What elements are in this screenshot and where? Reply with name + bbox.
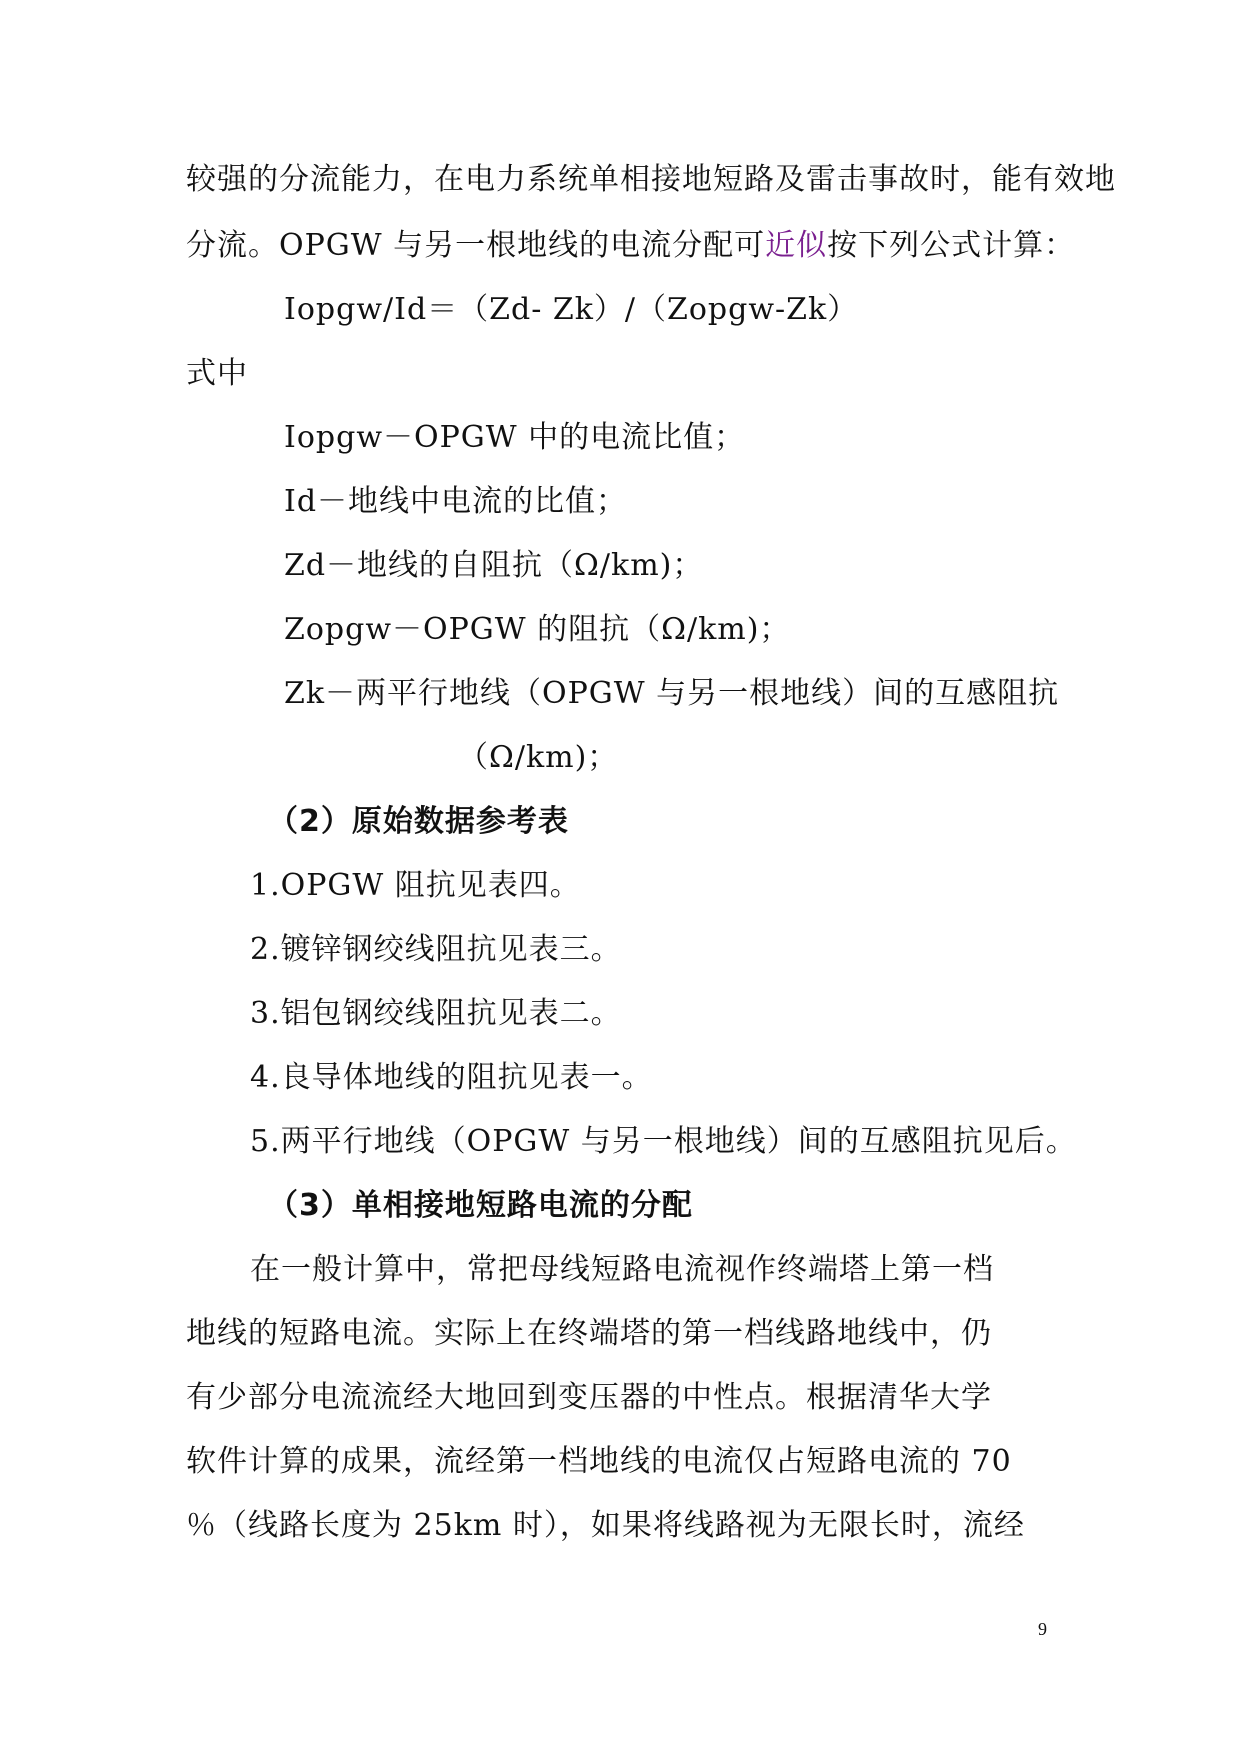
definition-zopgw: Zopgw－OPGW 的阻抗（Ω/km)； <box>284 612 791 647</box>
section-3-line-2: 地线的短路电流。实际上在终端塔的第一档线路地线中，仍 <box>186 1316 992 1351</box>
paragraph-line-1: 较强的分流能力，在电力系统单相接地短路及雷击事故时，能有效地 <box>186 162 1116 197</box>
section-3-heading: （3）单相接地短路电流的分配 <box>268 1188 693 1223</box>
reference-item-3: 3.铝包钢绞线阻抗见表二。 <box>250 996 622 1031</box>
section-3-line-4: 软件计算的成果，流经第一档地线的电流仅占短路电流的 70 <box>186 1444 1012 1479</box>
definition-zk-unit: （Ω/km)； <box>458 740 619 775</box>
section-3-line-3: 有少部分电流流经大地回到变压器的中性点。根据清华大学 <box>186 1380 992 1415</box>
section-2-heading: （2）原始数据参考表 <box>268 804 569 839</box>
definition-id: Id－地线中电流的比值； <box>284 484 628 519</box>
reference-item-1: 1.OPGW 阻抗见表四。 <box>250 868 581 903</box>
page-number: 9 <box>1038 1619 1047 1639</box>
definition-zk: Zk－两平行地线（OPGW 与另一根地线）间的互感阻抗 <box>284 676 1060 711</box>
definition-zd: Zd－地线的自阻抗（Ω/km)； <box>284 548 704 583</box>
reference-item-4: 4.良导体地线的阻抗见表一。 <box>250 1060 653 1095</box>
paragraph-line-2-end: 按下列公式计算： <box>827 228 1076 263</box>
formula: Iopgw/Id＝（Zd- Zk）/（Zopgw-Zk） <box>284 292 859 327</box>
where-label: 式中 <box>186 356 248 391</box>
section-3-line-1: 在一般计算中，常把母线短路电流视作终端塔上第一档 <box>250 1252 994 1287</box>
paragraph-line-2-start: 分流。OPGW 与另一根地线的电流分配可 <box>186 228 766 263</box>
highlighted-word: 近似 <box>765 228 828 263</box>
reference-item-2: 2.镀锌钢绞线阻抗见表三。 <box>250 932 622 967</box>
paragraph-line-2 <box>186 226 1075 266</box>
definition-iopgw: Iopgw－OPGW 中的电流比值； <box>284 420 746 455</box>
reference-item-5: 5.两平行地线（OPGW 与另一根地线）间的互感阻抗见后。 <box>250 1124 1077 1159</box>
section-3-line-5: ％（线路长度为 25km 时），如果将线路视为无限长时，流经 <box>186 1508 1025 1543</box>
